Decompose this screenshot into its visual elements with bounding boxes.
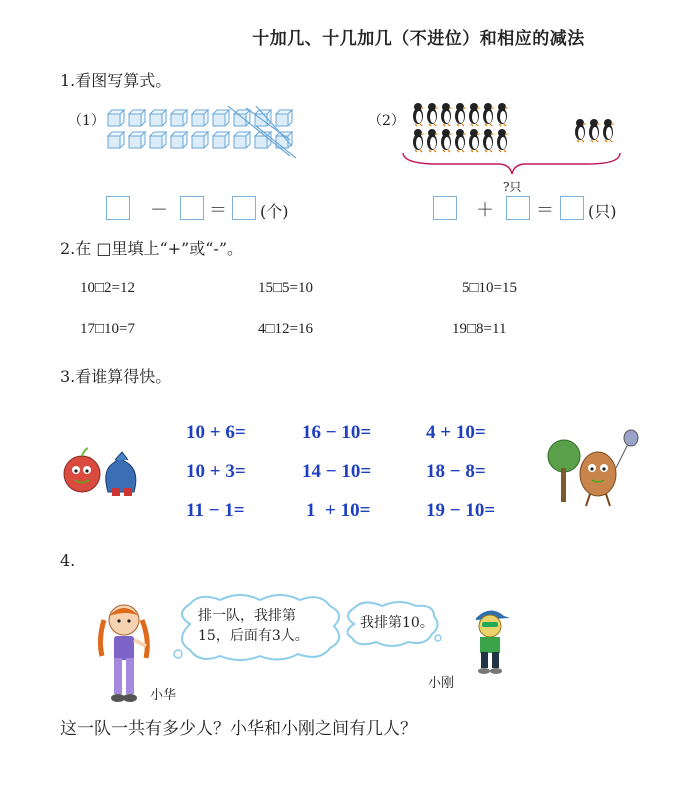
penguin [469, 103, 481, 126]
answer-box-2b[interactable] [506, 196, 530, 220]
cube [234, 136, 246, 148]
cube [171, 114, 183, 126]
girl-svg [96, 600, 152, 706]
penguin [483, 103, 495, 126]
calc-item-6[interactable]: 18 − 8= [426, 461, 486, 482]
calc-item-7[interactable]: 11 − 1= [186, 500, 245, 521]
penguin [427, 129, 439, 152]
penguin [455, 103, 467, 126]
equals-sign-1: ＝ [209, 200, 227, 221]
cube [213, 136, 225, 148]
q3-heading: 3.看谁算得快。 [60, 367, 172, 386]
name-xiaohua: 小华 [150, 688, 177, 703]
apple-bag-illustration [60, 442, 150, 502]
penguin [413, 129, 425, 152]
penguins-svg [398, 98, 628, 178]
brace-label: ?只 [503, 180, 522, 194]
bubble2-text: 我排第10。 [360, 615, 434, 631]
speech-bubble-2 [342, 600, 442, 648]
cube [129, 114, 141, 126]
penguin [589, 119, 601, 142]
fill-item-6[interactable]: 19□8=11 [452, 321, 507, 337]
penguin [427, 103, 439, 126]
answer-box-1c[interactable] [232, 196, 256, 220]
fill-item-2[interactable]: 15□5=10 [258, 280, 314, 296]
plus-sign: ＋ [476, 200, 494, 221]
penguin [497, 129, 509, 152]
fill-item-4[interactable]: 17□10=7 [80, 321, 136, 337]
calc-item-1[interactable]: 10 + 6= [186, 422, 246, 443]
penguin [497, 103, 509, 126]
q4-heading: 4. [60, 551, 76, 570]
penguins-picture [398, 98, 628, 178]
q1-part1-label: （1） [68, 113, 105, 129]
boy-xiaogang-illustration [468, 604, 512, 676]
girl-xiaohua-illustration [96, 600, 152, 706]
minus-sign: － [150, 200, 168, 221]
fill-item-3[interactable]: 5□10=15 [462, 280, 518, 296]
page-title: 十加几、十几加几（不进位）和相应的减法 [252, 29, 585, 49]
cube [192, 114, 204, 126]
answer-box-2a[interactable] [433, 196, 457, 220]
penguin [441, 129, 453, 152]
equals-sign-2: ＝ [536, 200, 554, 221]
cube [255, 136, 267, 148]
cube [108, 136, 120, 148]
cube [150, 136, 162, 148]
calc-item-3[interactable]: 4 + 10= [426, 422, 486, 443]
speech-bubble-1 [170, 594, 350, 668]
cubes-picture [106, 106, 296, 162]
bubble1-text: 排一队，我排第15，后面有3人。 [198, 608, 309, 644]
penguin [441, 103, 453, 126]
penguin [483, 129, 495, 152]
q1-heading: 1.看图写算式。 [60, 71, 172, 90]
unit-zhi: (只) [588, 202, 617, 221]
cube [276, 114, 288, 126]
answer-box-2c[interactable] [560, 196, 584, 220]
cube [192, 136, 204, 148]
cubes-svg [106, 106, 296, 162]
potato-tree-illustration [546, 428, 642, 510]
unit-ge: (个) [260, 202, 289, 221]
cube [129, 136, 141, 148]
boy-svg [468, 604, 512, 676]
potato-tree-svg [546, 428, 642, 510]
penguin [469, 129, 481, 152]
calc-item-9[interactable]: 19 − 10= [426, 500, 496, 521]
q1-part2-label: （2） [368, 113, 405, 129]
apple-bag-svg [60, 442, 150, 502]
cube [108, 114, 120, 126]
q4-question: 这一队一共有多少人？小华和小刚之间有几人？ [60, 719, 417, 739]
calc-item-2[interactable]: 16 − 10= [302, 422, 372, 443]
penguin [455, 129, 467, 152]
calc-item-5[interactable]: 14 − 10= [302, 461, 372, 482]
calc-item-8[interactable]: 1 + 10= [306, 500, 371, 521]
q2-heading: 2.在 □里填上“+”或“-”。 [60, 239, 244, 258]
cube [171, 136, 183, 148]
answer-box-1b[interactable] [180, 196, 204, 220]
fill-item-5[interactable]: 4□12=16 [258, 321, 314, 337]
name-xiaogang: 小刚 [428, 676, 455, 691]
answer-box-1a[interactable] [106, 196, 130, 220]
calc-item-4[interactable]: 10 + 3= [186, 461, 246, 482]
penguin [413, 103, 425, 126]
cube [213, 114, 225, 126]
penguin [603, 119, 615, 142]
fill-item-1[interactable]: 10□2=12 [80, 280, 136, 296]
penguin [575, 119, 587, 142]
cube [150, 114, 162, 126]
